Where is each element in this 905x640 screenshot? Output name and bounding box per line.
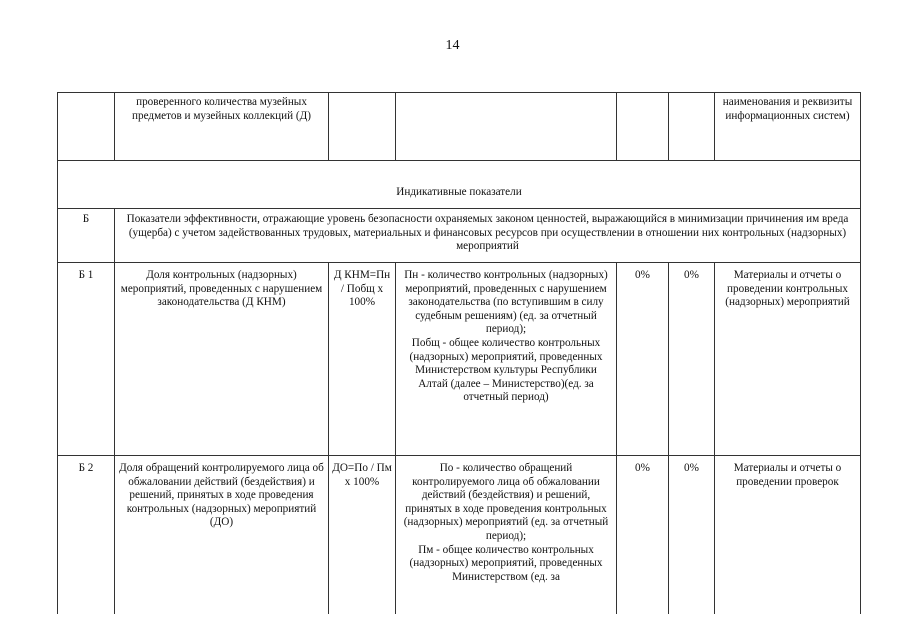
actual-value: 0%: [669, 263, 715, 456]
data-source: Материалы и отчеты о проведении проверок: [715, 456, 861, 615]
table-row-continuation: [58, 93, 861, 161]
variable-definition: Пм - общее количество контрольных (надзорных) мероприятий, проведенных Министерством (ед. за: [409, 543, 603, 583]
table-row-group: [58, 209, 861, 263]
table-row: [58, 456, 861, 615]
variable-definition: По - количество обращений контролируемого лица об обжаловании действий (бездействия) и решений, принятых в ходе проведения контрольных (надзорных) мероприятий (ед. за отчетный период);: [403, 462, 609, 542]
section-title: Индикативные показатели: [58, 161, 861, 209]
row-code: Б 1: [58, 263, 115, 456]
table-row-section: [58, 161, 861, 209]
table-row: [58, 263, 861, 456]
data-source: Материалы и отчеты о проведении контрольных (надзорных) мероприятий: [715, 263, 861, 456]
actual-value: 0%: [669, 456, 715, 615]
variable-definition: Побщ - общее количество контрольных (надзорных) мероприятий, проведенных Министерством культуры Республики Алтай (далее – Министерство)(ед. за отчетный период): [409, 336, 603, 404]
indicators-table: [57, 92, 861, 614]
group-description: Показатели эффективности, отражающие уровень безопасности охраняемых законом ценностей, выражающийся в минимизации причинения им вреда (ущерба) с учетом задействованных трудовых, материальных и финансовых ресурсов при осуществлении в отношении них контрольных (надзорных) мероприятий: [115, 209, 861, 263]
variable-definitions: [396, 456, 617, 615]
target-value: 0%: [617, 263, 669, 456]
indicator-name: Доля контрольных (надзорных) мероприятий, проведенных с нарушением законодательства (Д КНМ): [115, 263, 329, 456]
cell-target: [617, 93, 669, 161]
cell-code: [58, 93, 115, 161]
variable-definition: Пн - количество контрольных (надзорных) мероприятий, проведенных с нарушением законодательства (по вступившим в силу судебным решениям) (ед. за отчетный период);: [404, 269, 608, 336]
row-code: Б 2: [58, 456, 115, 615]
cell-indicator-name: проверенного количества музейных предметов и музейных коллекций (Д): [115, 93, 329, 161]
cell-variables: [396, 93, 617, 161]
cell-actual: [669, 93, 715, 161]
page-number: 14: [445, 38, 460, 53]
cell-formula: [329, 93, 396, 161]
group-code: Б: [58, 209, 115, 263]
indicator-formula: Д КНМ=Пн / Побщ х 100%: [329, 263, 396, 456]
variable-definitions: [396, 263, 617, 456]
cell-source: наименования и реквизиты информационных систем): [715, 93, 861, 161]
indicator-formula: ДО=По / Пм х 100%: [329, 456, 396, 615]
indicator-name: Доля обращений контролируемого лица об обжаловании действий (бездействия) и решений, принятых в ходе проведения контрольных (надзорных) мероприятий (ДО): [115, 456, 329, 615]
target-value: 0%: [617, 456, 669, 615]
